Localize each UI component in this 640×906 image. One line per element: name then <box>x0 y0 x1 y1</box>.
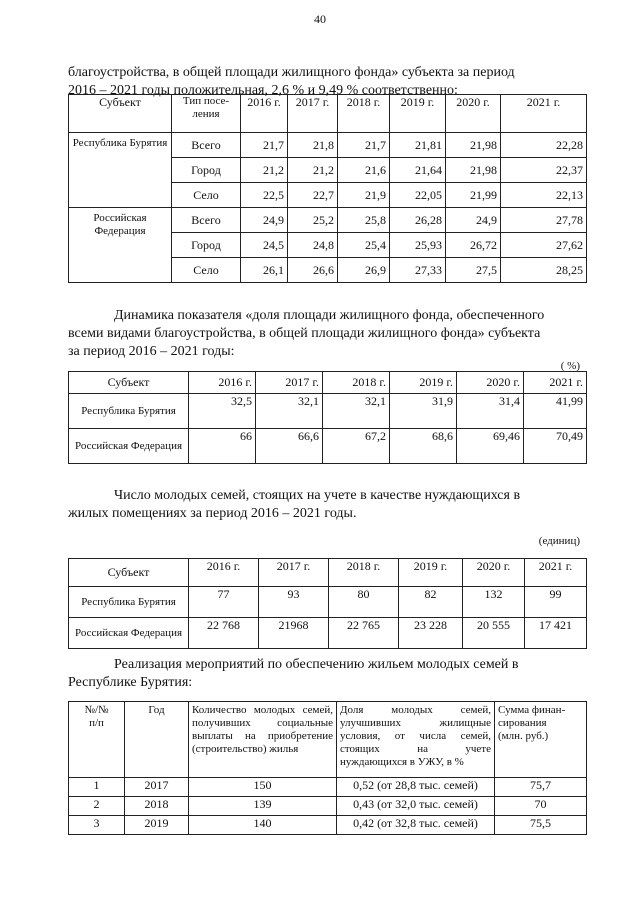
table3-cell: 22 768 <box>189 618 259 649</box>
section3-paragraph <box>68 487 584 523</box>
table1-cell: 21,98 <box>446 133 501 158</box>
table2-cell: 31,9 <box>390 394 457 429</box>
table1-cell: 27,62 <box>501 233 587 258</box>
page-number: 40 <box>314 12 326 26</box>
table1-header-2020: 2020 г. <box>446 95 501 133</box>
table4-cell-num: 1 <box>69 778 125 797</box>
table4-cell-share: 0,42 (от 32,8 тыс. семей) <box>337 816 495 835</box>
section2-paragraph <box>68 307 584 361</box>
table4-cell-year: 2017 <box>125 778 189 797</box>
table3-cell: 99 <box>525 587 587 618</box>
table2-cell: 41,99 <box>524 394 587 429</box>
table4-cell-sum: 75,5 <box>495 816 587 835</box>
section2-line-3: за период 2016 – 2021 годы: <box>68 344 235 359</box>
table1-cell: 24,5 <box>241 233 288 258</box>
table3-cell: 22 765 <box>329 618 399 649</box>
table3-header-2019: 2019 г. <box>399 559 463 587</box>
table2-header-2021: 2021 г. <box>524 372 587 394</box>
table2-subject-buryatia: Республика Бурятия <box>69 394 189 429</box>
table1-cell-type: Всего <box>172 133 241 158</box>
table1-cell-type: Село <box>172 258 241 283</box>
section3-line-2: жилых помещениях за период 2016 – 2021 годы. <box>68 506 357 521</box>
table4-header-count: Количество молодых семей, получивших социальные выплаты на приобретение (строительство) жилья <box>189 702 337 778</box>
table1-cell: 27,78 <box>501 208 587 233</box>
table-row <box>69 778 587 797</box>
table1-cell: 27,5 <box>446 258 501 283</box>
table3-cell: 21968 <box>259 618 329 649</box>
table1-cell: 25,8 <box>338 208 390 233</box>
table4-cell-num: 2 <box>69 797 125 816</box>
table3-cell: 80 <box>329 587 399 618</box>
table1-header-2018: 2018 г. <box>338 95 390 133</box>
table-row <box>69 816 587 835</box>
table3-header-2021: 2021 г. <box>525 559 587 587</box>
table2-cell: 70,49 <box>524 429 587 464</box>
table1-cell: 26,28 <box>390 208 446 233</box>
table1-cell: 21,6 <box>338 158 390 183</box>
table1-cell: 26,1 <box>241 258 288 283</box>
table1-cell: 25,93 <box>390 233 446 258</box>
table3-header-2018: 2018 г. <box>329 559 399 587</box>
table4-header-sum: Сумма финан- сирования (млн. руб.) <box>495 702 587 778</box>
table3-header-row <box>69 559 587 587</box>
table2-cell: 66,6 <box>256 429 323 464</box>
section3-line-1: Число молодых семей, стоящих на учете в качестве нуждающихся в <box>114 488 521 503</box>
table4-header-num: №/№ п/п <box>69 702 125 778</box>
table2-header-subject: Субъект <box>69 372 189 394</box>
table4-cell-year: 2019 <box>125 816 189 835</box>
table1-header-2017: 2017 г. <box>288 95 338 133</box>
table4-cell-year: 2018 <box>125 797 189 816</box>
improvements-share-table <box>68 371 587 464</box>
table1-cell: 22,5 <box>241 183 288 208</box>
table2-cell: 69,46 <box>457 429 524 464</box>
table3-subject-buryatia: Республика Бурятия <box>69 587 189 618</box>
table1-cell: 21,2 <box>241 158 288 183</box>
table2-header-row <box>69 372 587 394</box>
table1-cell-type: Село <box>172 183 241 208</box>
table-row <box>69 618 587 649</box>
table1-cell: 28,25 <box>501 258 587 283</box>
table2-subject-russia: Российская Федерация <box>69 429 189 464</box>
table3-unit: (единиц) <box>538 535 580 547</box>
table3-cell: 132 <box>463 587 525 618</box>
table4-cell-share: 0,43 (от 32,0 тыс. семей) <box>337 797 495 816</box>
table2-header-2020: 2020 г. <box>457 372 524 394</box>
table1-cell: 22,28 <box>501 133 587 158</box>
table1-cell: 25,4 <box>338 233 390 258</box>
table1-cell: 24,9 <box>241 208 288 233</box>
table4-header-year: Год <box>125 702 189 778</box>
table4-cell-share: 0,52 (от 28,8 тыс. семей) <box>337 778 495 797</box>
table1-cell: 21,99 <box>446 183 501 208</box>
table1-cell-type: Город <box>172 233 241 258</box>
intro-line-2: 2016 – 2021 годы положительная, 2,6 % и 9,49 % соответственно: <box>68 83 458 98</box>
table1-cell: 22,37 <box>501 158 587 183</box>
table4-header-row <box>69 702 587 778</box>
table1-cell: 26,6 <box>288 258 338 283</box>
table1-header-2021: 2021 г. <box>501 95 587 133</box>
table2-header-2018: 2018 г. <box>323 372 390 394</box>
table2-header-2016: 2016 г. <box>189 372 256 394</box>
table1-subject-russia: Российская Федерация <box>69 208 172 283</box>
table4-cell-num: 3 <box>69 816 125 835</box>
section4-paragraph <box>68 656 584 692</box>
table1-cell: 21,9 <box>338 183 390 208</box>
young-families-table <box>68 558 587 649</box>
table3-header-2017: 2017 г. <box>259 559 329 587</box>
table1-cell: 21,98 <box>446 158 501 183</box>
table1-cell: 24,8 <box>288 233 338 258</box>
table2-cell: 68,6 <box>390 429 457 464</box>
table2-cell: 66 <box>189 429 256 464</box>
table1-cell: 24,9 <box>446 208 501 233</box>
table1-cell: 25,2 <box>288 208 338 233</box>
table1-cell: 21,7 <box>241 133 288 158</box>
table1-header-type: Тип посе- ления <box>172 95 241 133</box>
table2-cell: 32,1 <box>323 394 390 429</box>
table-row <box>69 394 587 429</box>
housing-area-table <box>68 94 587 283</box>
table-row <box>69 797 587 816</box>
table2-header-2019: 2019 г. <box>390 372 457 394</box>
table1-cell-type: Город <box>172 158 241 183</box>
table1-cell: 22,7 <box>288 183 338 208</box>
table4-header-share: Доля молодых семей, улучшивших жилищные условия, от числа семей, стоящих на учете нуждающихся в УЖУ, в % <box>337 702 495 778</box>
table2-cell: 31,4 <box>457 394 524 429</box>
table3-cell: 17 421 <box>525 618 587 649</box>
table3-cell: 77 <box>189 587 259 618</box>
section2-line-2: всеми видами благоустройства, в общей площади жилищного фонда» субъекта <box>68 326 541 341</box>
program-implementation-table <box>68 701 587 835</box>
table1-cell: 21,2 <box>288 158 338 183</box>
table4-cell-count: 140 <box>189 816 337 835</box>
table1-cell-type: Всего <box>172 208 241 233</box>
table3-cell: 82 <box>399 587 463 618</box>
table-row <box>69 133 587 158</box>
table1-subject-buryatia: Республика Бурятия <box>69 133 172 208</box>
table4-cell-count: 139 <box>189 797 337 816</box>
table3-subject-russia: Российская Федерация <box>69 618 189 649</box>
section2-line-1: Динамика показателя «доля площади жилищного фонда, обеспеченного <box>114 308 545 323</box>
table1-cell: 27,33 <box>390 258 446 283</box>
table2-unit: ( %) <box>560 360 580 372</box>
table3-cell: 93 <box>259 587 329 618</box>
table2-cell: 32,1 <box>256 394 323 429</box>
table3-header-2016: 2016 г. <box>189 559 259 587</box>
table1-cell: 22,05 <box>390 183 446 208</box>
table4-cell-sum: 75,7 <box>495 778 587 797</box>
table1-header-subject: Субъект <box>69 95 172 133</box>
table1-cell: 21,64 <box>390 158 446 183</box>
table3-header-subject: Субъект <box>69 559 189 587</box>
table4-cell-count: 150 <box>189 778 337 797</box>
table1-header-2019: 2019 г. <box>390 95 446 133</box>
table2-cell: 32,5 <box>189 394 256 429</box>
section4-line-2: Республике Бурятия: <box>68 675 193 690</box>
table3-cell: 20 555 <box>463 618 525 649</box>
table-row <box>69 587 587 618</box>
table-row <box>69 429 587 464</box>
table4-cell-sum: 70 <box>495 797 587 816</box>
table1-cell: 21,7 <box>338 133 390 158</box>
table1-header-row <box>69 95 587 133</box>
table1-header-2016: 2016 г. <box>241 95 288 133</box>
table3-header-2020: 2020 г. <box>463 559 525 587</box>
table1-cell: 22,13 <box>501 183 587 208</box>
table3-cell: 23 228 <box>399 618 463 649</box>
table1-cell: 26,72 <box>446 233 501 258</box>
table1-cell: 21,8 <box>288 133 338 158</box>
table2-header-2017: 2017 г. <box>256 372 323 394</box>
table-row <box>69 208 587 233</box>
table2-cell: 67,2 <box>323 429 390 464</box>
intro-line-1: благоустройства, в общей площади жилищного фонда» субъекта за период <box>68 65 515 80</box>
section4-line-1: Реализация мероприятий по обеспечению жильем молодых семей в <box>114 657 519 672</box>
table1-cell: 21,81 <box>390 133 446 158</box>
table1-cell: 26,9 <box>338 258 390 283</box>
